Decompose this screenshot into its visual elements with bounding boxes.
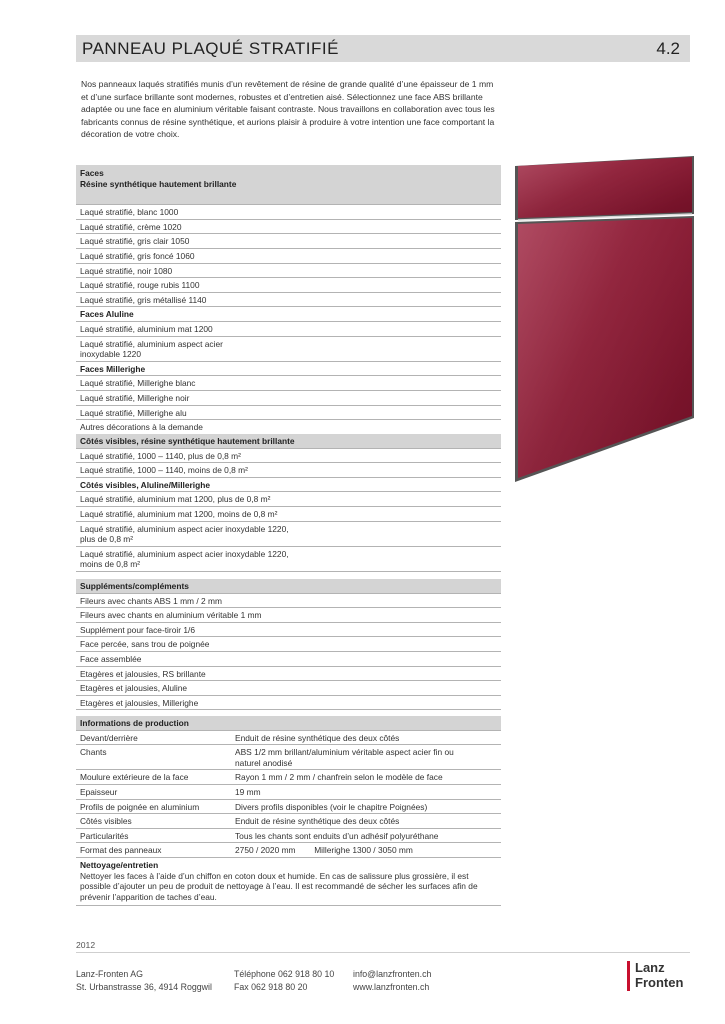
footer-phone: Téléphone 062 918 80 10 <box>234 969 335 979</box>
table-row: Laqué stratifié, 1000 – 1140, plus de 0,8 m² <box>76 449 501 464</box>
production-label: Profils de poignée en aluminium <box>80 801 200 812</box>
care-heading: Nettoyage/entretien <box>80 859 159 870</box>
production-value <box>235 845 497 856</box>
logo-line-1: Lanz <box>635 960 665 975</box>
footer-email[interactable]: info@lanzfronten.ch <box>353 969 432 979</box>
page-title: PANNEAU PLAQUÉ STRATIFIÉ <box>82 39 339 58</box>
footer-company-block <box>76 968 212 993</box>
production-label: Devant/derrière <box>80 732 138 743</box>
product-panel-image <box>515 156 694 482</box>
faces-header-title: Faces <box>80 168 104 178</box>
footer-year: 2012 <box>76 940 96 950</box>
production-value: Rayon 1 mm / 2 mm / chanfrein selon le modèle de face <box>235 772 443 783</box>
table-row: Supplément pour face-tiroir 1/6 <box>76 623 501 638</box>
production-label: Epaisseur <box>80 786 118 797</box>
production-value: 19 mm <box>235 786 261 797</box>
logo-accent-bar <box>627 961 630 991</box>
footer-fax: Fax 062 918 80 20 <box>234 981 308 992</box>
table-row <box>76 814 501 829</box>
care-row <box>76 858 501 906</box>
logo-line-2: Fronten <box>635 975 684 990</box>
production-value: Enduit de résine synthétique des deux côtés <box>235 732 400 743</box>
footer-divider <box>76 952 690 953</box>
table-row <box>76 829 501 844</box>
panel-drawer-shine <box>518 157 692 218</box>
table-row: Laqué stratifié, aluminium aspect acier inoxydable 1220, plus de 0,8 m² <box>76 522 501 547</box>
table-row: Laqué stratifié, blanc 1000 <box>76 205 501 220</box>
table-row <box>76 745 501 770</box>
intro-paragraph: Nos panneaux laqués stratifiés munis d’un revêtement de résine de grande qualité d’une épaisseur de 1 mm et d’une surface brillante sont modernes, robustes et d’entretien aisé. Sélectionnez une face ABS brillante adaptée ou une face en aluminium véritable faisant contraste. Nous travaillons en collaboration avec tous les fabricants connus de résine synthétique, et aurions plaisir à produire à votre intention une face comportant la décoration de votre choix. <box>81 79 495 140</box>
production-value: Enduit de résine synthétique des deux côtés <box>235 816 400 827</box>
table-row: Laqué stratifié, aluminium mat 1200, plus de 0,8 m² <box>76 492 501 507</box>
table-row: Laqué stratifié, aluminium mat 1200, moins de 0,8 m² <box>76 507 501 522</box>
footer-website[interactable]: www.lanzfronten.ch <box>353 981 430 992</box>
table-row: Laqué stratifié, noir 1080 <box>76 264 501 279</box>
table-row: Laqué stratifié, aluminium mat 1200 <box>76 322 501 337</box>
table-row: Laqué stratifié, aluminium aspect acier inoxydable 1220 <box>76 337 501 362</box>
table-row <box>76 770 501 785</box>
production-label: Chants <box>80 747 107 758</box>
table-row: Etagères et jalousies, RS brillante <box>76 667 501 682</box>
production-header: Informations de production <box>76 716 501 731</box>
table-row: Laqué stratifié, Millerighe blanc <box>76 376 501 391</box>
visible-sides-table <box>76 434 501 572</box>
faces-table <box>76 165 501 435</box>
table-row: Laqué stratifié, aluminium aspect acier inoxydable 1220, moins de 0,8 m² <box>76 547 501 572</box>
production-value: ABS 1/2 mm brillant/aluminium véritable aspect acier fin ou naturel anodisé <box>235 747 454 768</box>
table-row: Autres décorations à la demande <box>76 420 501 435</box>
faces-millerighe-heading: Faces Millerighe <box>76 362 501 377</box>
logo-text <box>635 960 683 990</box>
production-table <box>76 716 501 906</box>
care-text: Nettoyer les faces à l’aide d’un chiffon en coton doux et humide. En cas de salissure plus grossière, il est possible d’ajouter un peu de produit de nettoyage à l’eau. Il est recommandé de sécher les surfaces afin de prévenir l’apparition de taches d’eau. <box>80 870 478 902</box>
table-row: Laqué stratifié, 1000 – 1140, moins de 0,8 m² <box>76 463 501 478</box>
production-label: Particularités <box>80 830 129 841</box>
table-row <box>76 731 501 746</box>
footer-company: Lanz-Fronten AG <box>76 969 143 979</box>
table-row <box>76 800 501 815</box>
footer-address: St. Urbanstrasse 36, 4914 Roggwil <box>76 981 212 992</box>
section-number: 4.2 <box>656 39 680 58</box>
table-row: Laqué stratifié, rouge rubis 1100 <box>76 278 501 293</box>
table-row: Face assemblée <box>76 652 501 667</box>
format-standard: 2750 / 2020 mm <box>235 845 296 856</box>
production-label: Côtés visibles <box>80 816 132 827</box>
table-row: Laqué stratifié, Millerighe alu <box>76 406 501 421</box>
table-row: Fileurs avec chants en aluminium véritable 1 mm <box>76 608 501 623</box>
production-label: Moulure extérieure de la face <box>80 772 189 783</box>
production-value: Tous les chants sont enduits d’un adhésif polyuréthane <box>235 830 439 841</box>
table-row: Laqué stratifié, gris clair 1050 <box>76 234 501 249</box>
table-row: Face percée, sans trou de poignée <box>76 637 501 652</box>
panel-door-shine <box>518 218 692 478</box>
faces-header-subtitle: Résine synthétique hautement brillante <box>80 178 237 189</box>
footer-contact-block <box>353 968 431 993</box>
production-label: Format des panneaux <box>80 845 162 856</box>
page-header <box>76 35 690 62</box>
table-row <box>76 843 501 858</box>
table-row: Laqué stratifié, crème 1020 <box>76 220 501 235</box>
supplements-header: Suppléments/compléments <box>76 579 501 594</box>
faces-aluline-heading: Faces Aluline <box>76 307 501 322</box>
visible-sides-header: Côtés visibles, résine synthétique hautement brillante <box>76 434 501 449</box>
table-row <box>76 785 501 800</box>
visible-sides-aluline-heading: Côtés visibles, Aluline/Millerighe <box>76 478 501 493</box>
table-row: Laqué stratifié, gris métallisé 1140 <box>76 293 501 308</box>
faces-header <box>76 165 501 205</box>
table-row: Etagères et jalousies, Aluline <box>76 681 501 696</box>
table-row: Fileurs avec chants ABS 1 mm / 2 mm <box>76 594 501 609</box>
table-row: Laqué stratifié, gris foncé 1060 <box>76 249 501 264</box>
company-logo <box>627 960 693 992</box>
footer-phone-block <box>234 968 334 993</box>
supplements-table <box>76 579 501 710</box>
table-row: Etagères et jalousies, Millerighe <box>76 696 501 711</box>
format-millerighe: Millerighe 1300 / 3050 mm <box>314 845 413 856</box>
table-row: Laqué stratifié, Millerighe noir <box>76 391 501 406</box>
production-value: Divers profils disponibles (voir le chapitre Poignées) <box>235 801 428 812</box>
